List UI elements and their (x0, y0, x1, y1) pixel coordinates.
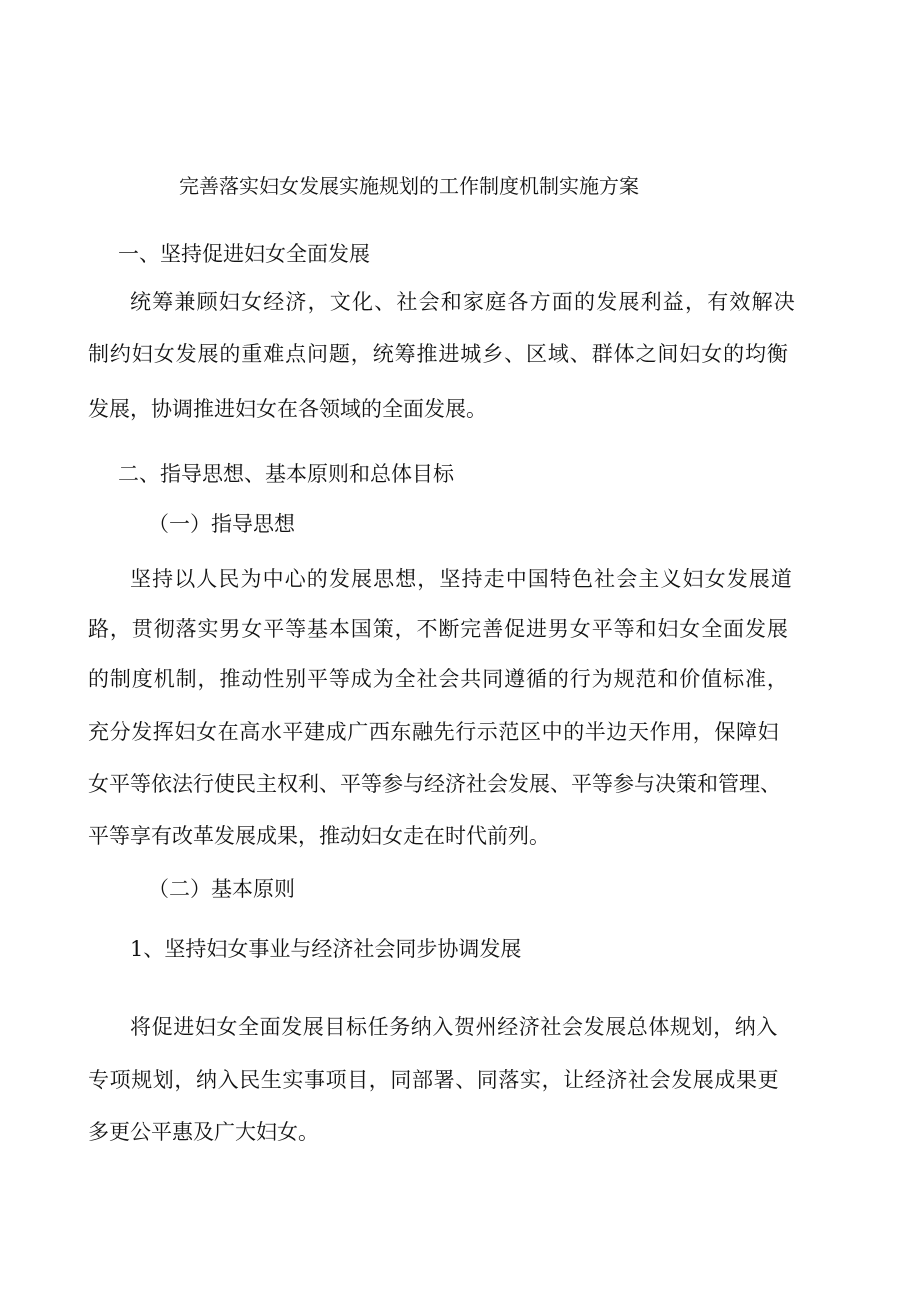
guiding-thought-paragraph-line: 坚持以人民为中心的发展思想，坚持走中国特色社会主义妇女发展道 (130, 567, 793, 591)
guiding-thought-paragraph-line: 平等享有改革发展成果，推动妇女走在时代前列。 (88, 824, 550, 848)
subsection-basic-principles-heading: （二）基本原则 (148, 877, 295, 901)
guiding-thought-paragraph-line: 路，贯彻落实男女平等基本国策，不断完善促进男女平等和妇女全面发展 (88, 617, 789, 641)
guiding-thought-paragraph-line: 的制度机制，推动性别平等成为全社会共同遵循的行为规范和价值标准， (88, 667, 789, 691)
section-1-heading: 一、坚持促进妇女全面发展 (118, 242, 370, 266)
principle-1-paragraph-line: 专项规划，纳入民生实事项目，同部署、同落实，让经济社会发展成果更 (88, 1068, 780, 1092)
section-1-paragraph-line: 发展，协调推进妇女在各领域的全面发展。 (88, 397, 487, 421)
guiding-thought-paragraph-line: 女平等依法行使民主权利、平等参与经济社会发展、平等参与决策和管理、 (88, 772, 781, 796)
principle-1-heading: 1、坚持妇女事业与经济社会同步协调发展 (130, 937, 522, 961)
subsection-guiding-thought-heading: （一）指导思想 (148, 512, 295, 536)
guiding-thought-paragraph-line: 充分发挥妇女在高水平建成广西东融先行示范区中的半边天作用，保障妇 (88, 720, 780, 744)
principle-1-paragraph-line: 多更公平惠及广大妇女。 (88, 1120, 319, 1144)
section-2-heading: 二、指导思想、基本原则和总体目标 (118, 462, 454, 486)
document-title: 完善落实妇女发展实施规划的工作制度机制实施方案 (179, 174, 639, 198)
section-1-paragraph-line: 统筹兼顾妇女经济，文化、社会和家庭各方面的发展利益，有效解决 (130, 290, 796, 314)
principle-1-paragraph-line: 将促进妇女全面发展目标任务纳入贺州经济社会发展总体规划，纳入 (130, 1015, 778, 1039)
section-1-paragraph-line: 制约妇女发展的重难点问题，统筹推进城乡、区域、群体之间妇女的均衡 (88, 342, 789, 366)
